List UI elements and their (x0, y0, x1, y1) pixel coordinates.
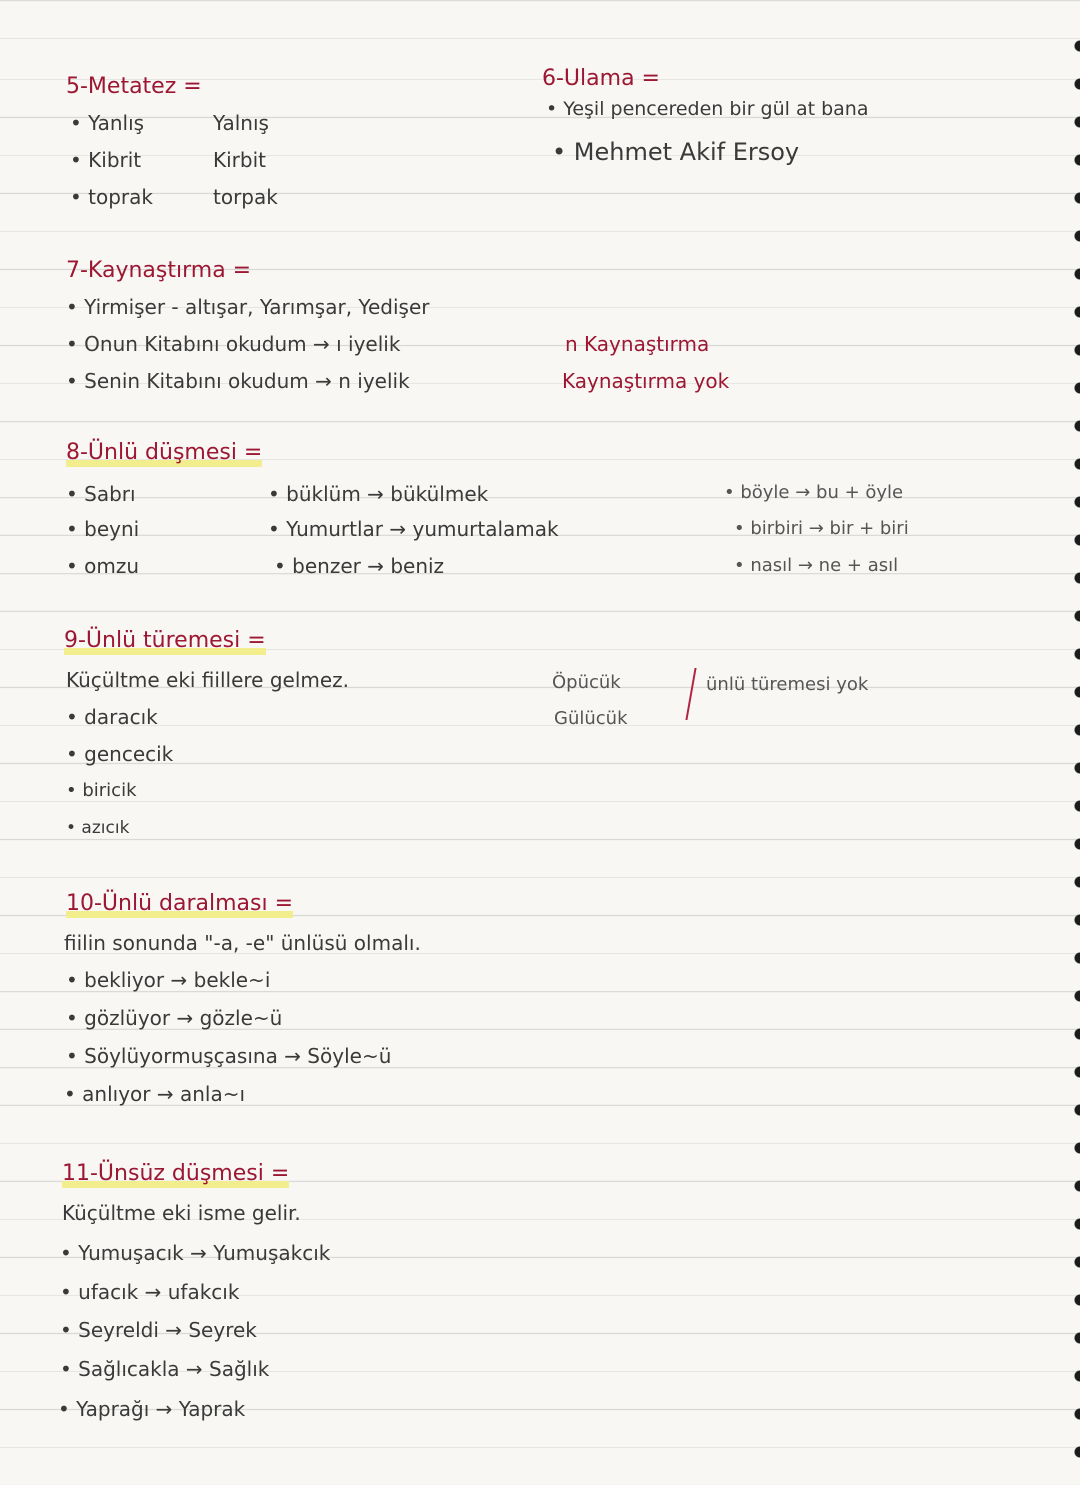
s7-item-2-note: n Kaynaştırma (565, 332, 710, 356)
spiral-binding (1066, 40, 1080, 1460)
s11-item-1: • Yumuşacık → Yumuşakcık (60, 1241, 331, 1265)
s8-col1-item-3: • omzu (66, 554, 140, 578)
s10-item-3: • Söylüyormuşçasına → Söyle~ü (66, 1044, 392, 1068)
section-11-title-text: 11-Ünsüz düşmesi = (62, 1161, 290, 1186)
s9-exception-note: ünlü türemesi yok (706, 674, 869, 695)
s7-item-3: • Senin Kitabını okudum → n iyelik (66, 369, 410, 393)
s5-item-1: • Yanlış (70, 111, 145, 135)
s7-item-1: • Yirmişer - altışar, Yarımşar, Yedişer (66, 295, 430, 319)
s9-exception-2: Gülücük (554, 708, 628, 729)
section-9-title (64, 630, 266, 652)
s7-item-3-note: Kaynaştırma yok (562, 369, 730, 393)
s8-col1-item-2: • beyni (66, 517, 140, 541)
section-8-title-text: 8-Ünlü düşmesi = (66, 440, 263, 465)
section-7-title: 7-Kaynaştırma = (66, 258, 252, 283)
s9-item-2: • gencecik (66, 742, 174, 766)
s8-col2-item-3: • benzer → beniz (274, 554, 445, 578)
s10-rule: fiilin sonunda "-a, -e" ünlüsü olmalı. (64, 931, 421, 955)
s5-item-2: • Kibrit (70, 148, 142, 172)
section-10-title (66, 893, 293, 915)
s11-item-4: • Sağlıcakla → Sağlık (60, 1357, 270, 1381)
s9-exception-1: Öpücük (552, 672, 621, 693)
s8-col2-item-2: • Yumurtlar → yumurtalamak (268, 517, 559, 541)
section-5-title: 5-Metatez = (66, 74, 202, 99)
s10-item-2: • gözlüyor → gözle~ü (66, 1006, 283, 1030)
s8-col3-item-2: • birbiri → bir + biri (734, 518, 909, 539)
s7-item-2: • Onun Kitabını okudum → ı iyelik (66, 332, 401, 356)
s11-rule: Küçültme eki isme gelir. (62, 1201, 301, 1225)
s6-item-2: • Mehmet Akif Ersoy (552, 138, 800, 166)
s5-item-3-result: torpak (213, 185, 278, 209)
s6-item-1: • Yeşil pencereden bir gül at bana (546, 98, 869, 120)
s9-item-3: • biricik (66, 780, 137, 801)
s5-item-1-result: Yalnış (213, 111, 269, 135)
s11-item-2: • ufacık → ufakcık (60, 1280, 240, 1304)
s9-item-4: • azıcık (66, 818, 130, 838)
section-9-title-text: 9-Ünlü türemesi = (64, 628, 266, 653)
s8-col3-item-3: • nasıl → ne + asıl (734, 555, 899, 576)
s11-item-5: • Yaprağı → Yaprak (58, 1397, 246, 1421)
section-8-title (66, 442, 262, 464)
section-11-title (62, 1163, 289, 1185)
s8-col1-item-1: • Sabrı (66, 482, 136, 506)
section-6-title: 6-Ulama = (542, 66, 660, 91)
s9-rule: Küçültme eki fiillere gelmez. (66, 668, 350, 692)
brace-mark (671, 668, 696, 720)
s10-item-1: • bekliyor → bekle~i (66, 968, 271, 992)
section-10-title-text: 10-Ünlü daralması = (66, 891, 294, 916)
s11-item-3: • Seyreldi → Seyrek (60, 1318, 257, 1342)
s8-col3-item-1: • böyle → bu + öyle (724, 482, 904, 503)
s5-item-2-result: Kirbit (213, 148, 266, 172)
s9-item-1: • daracık (66, 705, 158, 729)
s10-item-4: • anlıyor → anla~ı (64, 1082, 246, 1106)
s8-col2-item-1: • büklüm → bükülmek (268, 482, 489, 506)
s5-item-3: • toprak (70, 185, 153, 209)
